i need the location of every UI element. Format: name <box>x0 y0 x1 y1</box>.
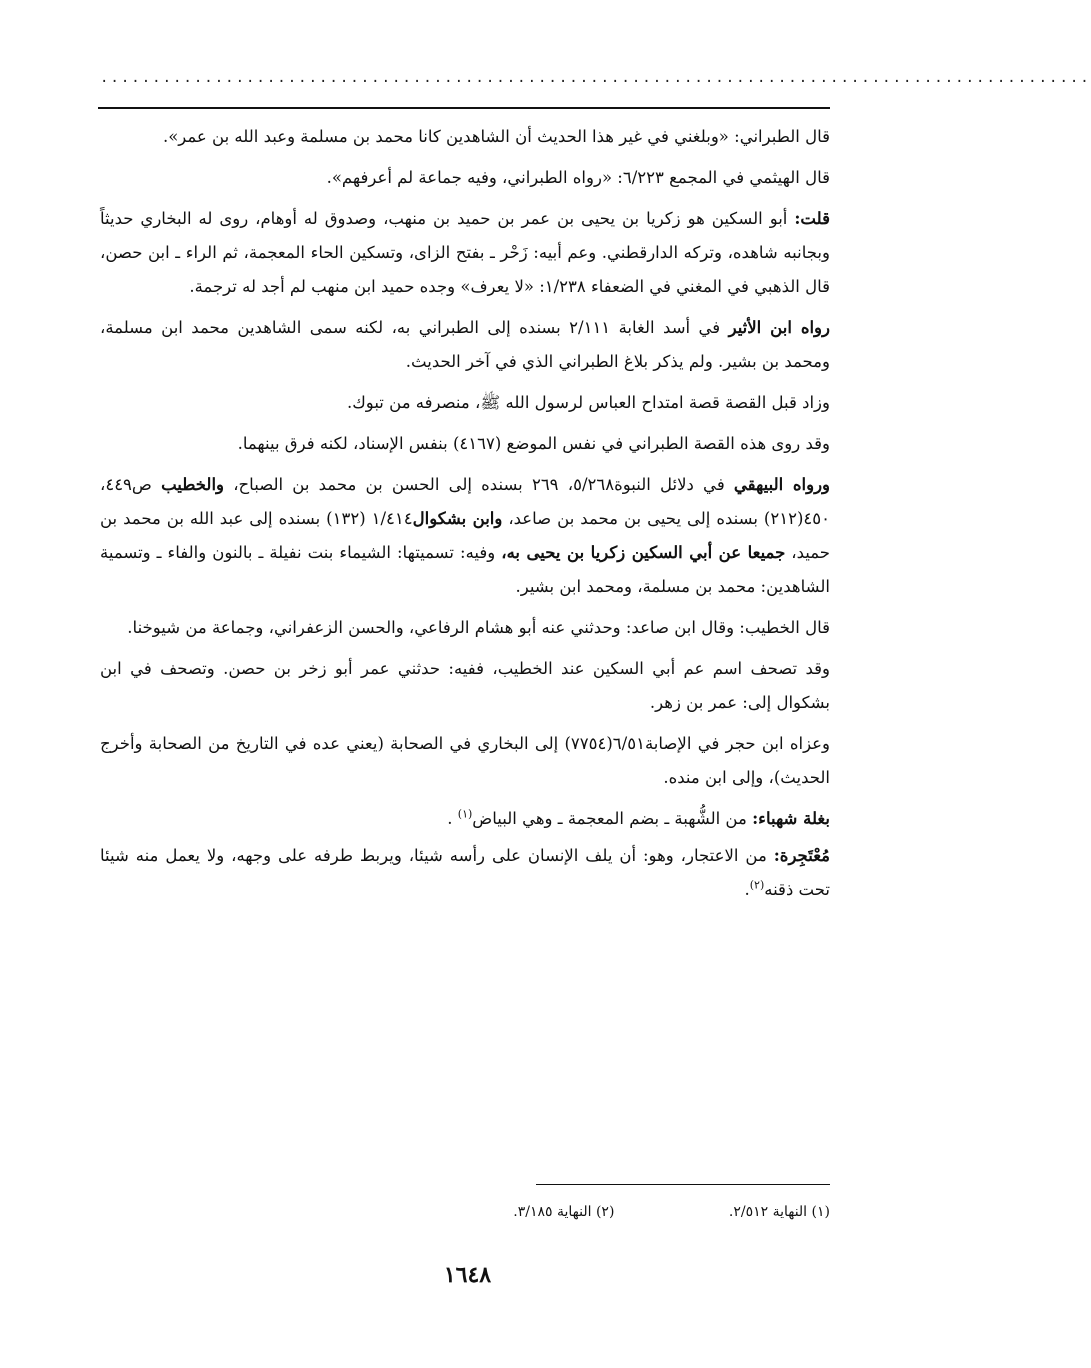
paragraph-text: أبو السكين هو زكريا بن يحيى بن عمر بن حميد بن منهب، وصدوق له أوهام، روى له البخاري حديثاً وبجانبه شاهده، وتركه الدارقطني. وعم أبيه: زَحْر ـ بفتح الزاى، وتسكين الحاء المعجمة، ثم الراء ـ ابن حصن، قال الذهبي في المغني في الضعفاء ١/٢٣٨: «لا يعرف» وجده حميد ابن منهب لم أجد له ترجمة. <box>100 209 830 296</box>
paragraph-text: من الشُّهبة ـ بضم المعجمة ـ وهي البياض <box>472 809 753 828</box>
footnote-rule <box>536 1184 830 1185</box>
paragraph-text: وعزاه ابن حجر في الإصابة٦/٥١(٧٧٥٤) إلى البخاري في الصحابة (يعني عده في التاريخ من الصحابة وأخرج الحديث)، وإلى ابن منده. <box>100 734 830 787</box>
paragraph-text: ١/٤١٤ (١٣٢) بسنده إلى عبد الله بن محمد بن حميد، <box>100 509 831 562</box>
paragraph-text: . <box>447 809 458 828</box>
footnote-marker[interactable]: (١) <box>457 807 473 821</box>
paragraph-text: قال الهيثمي في المجمع ٦/٢٢٣: «رواه الطبراني، وفيه جماعة لم أعرفهم». <box>326 168 830 187</box>
paragraph-text: . <box>744 880 750 899</box>
header-dotted-line: ............................................................................................... <box>100 70 1091 86</box>
paragraph <box>100 386 830 420</box>
paragraph-text: من الاعتجار، وهو: أن يلف الإنسان على رأسه شيئا، ويربط طرفه على وجهه، ولا يعمل منه شيئا تحت ذقنه <box>100 846 830 899</box>
paragraph-lead: قلت: <box>794 209 830 228</box>
paragraph <box>100 652 830 720</box>
footnote-marker[interactable]: (٢) <box>749 878 765 892</box>
paragraph-text: وزاد قبل القصة قصة امتداح العباس لرسول الله ﷺ، منصرفه من تبوك. <box>346 393 830 412</box>
paragraph-lead: مُعْتَجِرة: <box>773 846 830 865</box>
paragraph <box>100 839 830 907</box>
paragraph <box>100 611 830 645</box>
paragraph <box>100 427 830 461</box>
paragraph-text: وقد روى هذه القصة الطبراني في نفس الموضع (٤١٦٧) بنفس الإسناد، لكنه فرق بينهما. <box>237 434 830 453</box>
paragraph <box>100 161 830 195</box>
paragraph-lead: جميعا عن أبي السكين زكريا بن يحيى به، <box>501 543 786 562</box>
footnote: (٢) النهاية ٣/١٨٥. <box>513 1204 615 1220</box>
paragraph-text: قال الطبراني: «وبلغني في غير هذا الحديث أن الشاهدين كانا محمد بن مسلمة وعبد الله بن عمر». <box>162 127 830 146</box>
paragraph <box>100 202 830 304</box>
paragraph-lead: ورواه البيهقي <box>733 475 831 494</box>
paragraph <box>100 468 830 604</box>
paragraph-lead: والخطيب <box>161 475 225 494</box>
page-number: ١٦٤٨ <box>443 1262 492 1288</box>
paragraph-text: وفيه: تسميتها: الشيماء بنت نفيلة ـ بالنون والفاء ـ وتسمية الشاهدين: محمد بن مسلمة، ومحمد ابن بشير. <box>100 543 830 596</box>
paragraph <box>100 802 830 836</box>
header-rule <box>98 107 830 109</box>
paragraph-text: في دلائل النبوة٥/٢٦٨، ٢٦٩ بسنده إلى الحسن بن محمد بن الصباح، <box>224 475 734 494</box>
paragraph-lead: بغلة شهباء: <box>752 809 830 828</box>
paragraph <box>100 120 830 154</box>
footnote: (١) النهاية ٢/٥١٢. <box>728 1204 830 1220</box>
paragraph <box>100 311 830 379</box>
footnotes <box>300 1200 830 1224</box>
paragraph <box>100 727 830 795</box>
paragraph-lead: وابن بشكوال <box>412 509 503 528</box>
paragraph-text: قال الخطيب: وقال ابن صاعد: وحدثني عنه أبو هشام الرفاعي، والحسن الزعفراني، وجماعة من شيوخنا. <box>127 618 830 637</box>
main-text <box>100 120 830 914</box>
paragraph-text: ص٤٤٩، ٤٥٠(٢١٢) بسنده إلى يحيى بن محمد بن صاعد، <box>100 475 830 528</box>
paragraph-text: وقد تصحف اسم عم أبي السكين عند الخطيب، ففيه: حدثني عمر أبو زخر بن حصن. وتصحف في ابن بشكوال إلى: عمر بن زهر. <box>100 659 830 712</box>
paragraph-text: في أسد الغابة ٢/١١١ بسنده إلى الطبراني به، لكنه سمى الشاهدين محمد ابن مسلمة، ومحمد بن بشير. ولم يذكر بلاغ الطبراني الذي في آخر الحديث. <box>100 318 830 371</box>
paragraph-lead: رواه ابن الأثير <box>728 318 830 337</box>
